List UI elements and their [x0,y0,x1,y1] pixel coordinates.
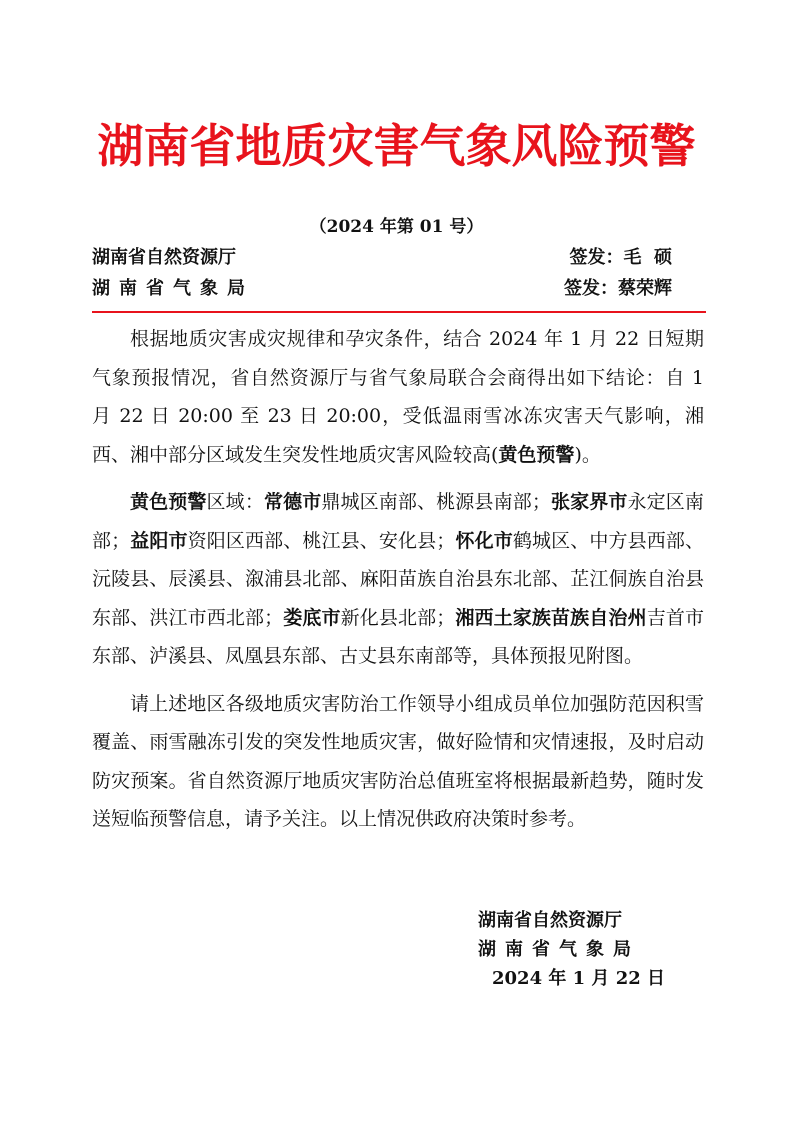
region-detail: 新化县北部； [340,606,456,629]
region-detail: 永定区南部； [92,491,704,552]
city-name: 张家界市 [550,491,628,513]
paragraph-forecast [92,320,704,474]
issuer-org-1: 湖南省自然资源厅 [92,247,236,268]
document-title: 湖南省地质灾害气象风险预警 [97,119,696,173]
document-footer [478,906,665,993]
warning-level: 黄色预警 [498,443,575,466]
city-name: 常德市 [263,491,322,513]
red-divider [92,311,706,313]
document-body [92,320,704,848]
city-name: 益阳市 [130,529,188,552]
issuer-signature-2 [564,274,672,300]
city-name: 娄底市 [283,606,341,629]
region-detail: 鼎城区南部、桃源县南部； [321,491,551,513]
document-number: （2024 年第 01 号） [309,217,484,237]
sign-name: 蔡荣辉 [618,278,672,299]
region-detail: 鹤城区、中方县西部、沅陵县、辰溪县、溆浦县北部、麻阳苗族自治县东北部、芷江侗族自治县东部、洪江市西北部； [92,529,704,629]
paragraph-regions [92,483,704,676]
footer-org-1: 湖南省自然资源厅 [478,910,622,931]
paragraph-text-end: )。 [574,443,601,466]
sign-label: 签发： [569,247,624,268]
paragraph-text: 根据地质灾害成灾规律和孕灾条件，结合 2024 年 1 月 22 日短期气象预报情况，省自然资源厅与省气象局联合会商得出如下结论：自 1 月 22 日 20:00 至 23 日 20:00，受低温雨雪冰冻灾害天气影响，湘西、湘中部分区域发生突发性地质灾害风险较高( [92,328,704,466]
sign-label: 签发： [564,278,618,299]
region-detail: 吉首市东部、泸溪县、凤凰县东部、古丈县东南部等，具体预报见附图。 [92,606,704,667]
region-detail: 资阳区西部、桃江县、安化县； [187,529,456,552]
footer-date: 2024 年 1 月 22 日 [492,968,666,989]
issuer-row-2 [92,274,672,300]
issuer-signature-1 [569,243,672,269]
region-label: 区域： [206,491,264,513]
warning-level: 黄色预警 [130,491,207,513]
paragraph-instructions: 请上述地区各级地质灾害防治工作领导小组成员单位加强防范因积雪覆盖、雨雪融冻引发的突发性地质灾害，做好险情和灾情速报，及时启动防灾预案。省自然资源厅地质灾害防治总值班室将根据最新趋势，随时发送短临预警信息，请予关注。以上情况供政府决策时参考。 [92,692,704,830]
sign-name: 毛 硕 [623,247,672,268]
issuer-row-1 [92,243,672,269]
issuer-org-2: 湖南省气象局 [92,278,254,299]
city-name: 湘西土家族苗族自治州 [455,606,647,629]
city-name: 怀化市 [455,529,513,552]
footer-org-2: 湖南省气象局 [478,939,640,960]
